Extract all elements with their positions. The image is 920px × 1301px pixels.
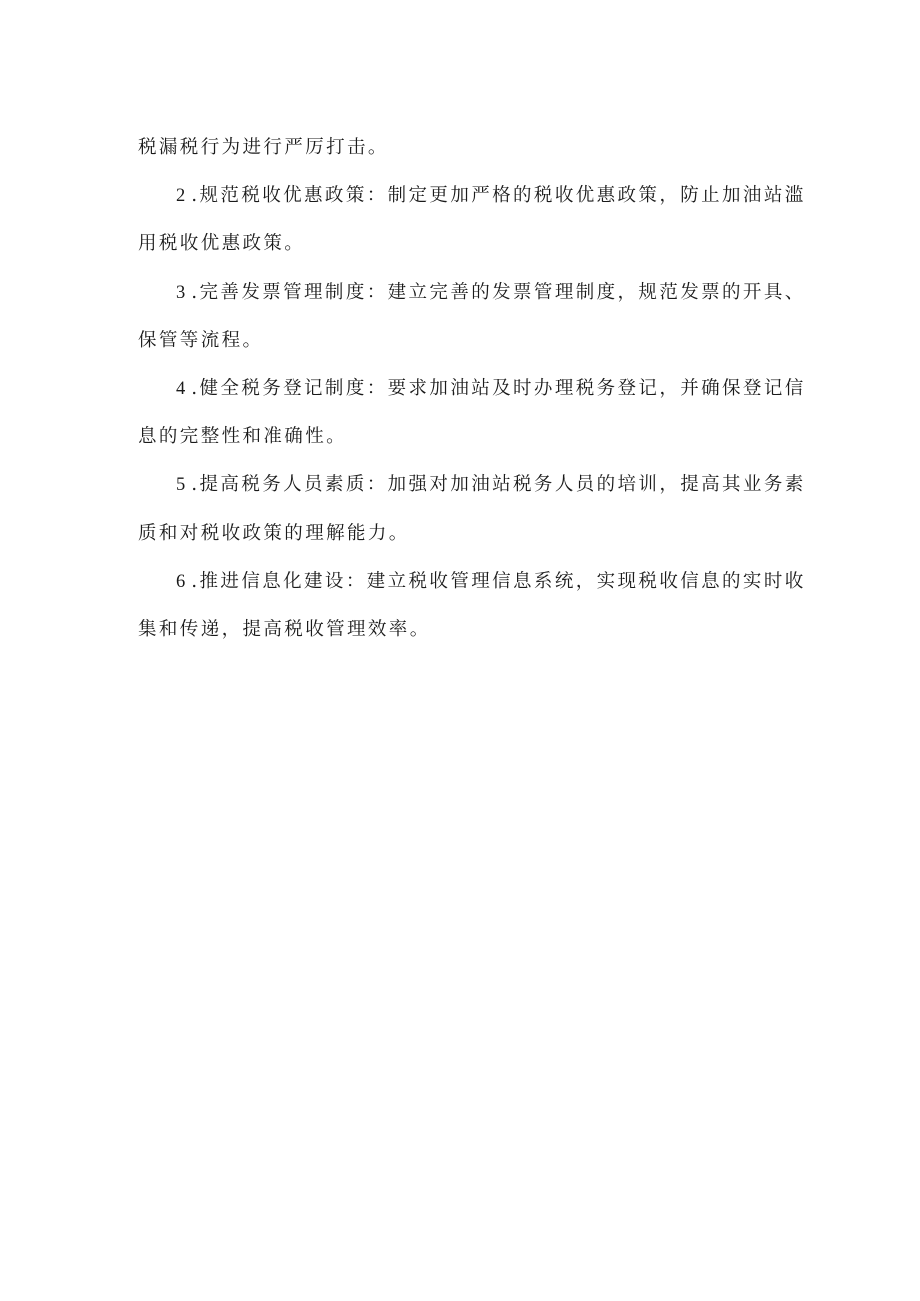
paragraph-2-text: .规范税收优惠政策：制定更加严格的税收优惠政策，防止加油站滥: [191, 185, 806, 207]
paragraph-2-line-2: 用税收优惠政策。: [138, 233, 306, 255]
paragraph-4-line-2: 息的完整性和准确性。: [138, 426, 348, 448]
paragraph-3-number: 3: [176, 282, 186, 303]
document-body: [138, 124, 806, 654]
paragraph-6-line-1: [138, 558, 806, 606]
paragraph-2-number: 2: [176, 186, 186, 207]
paragraph-5-line-1: [138, 461, 806, 509]
paragraph-4-text: .健全税务登记制度：要求加油站及时办理税务登记，并确保登记信: [191, 377, 806, 399]
paragraph-3-line-1: [138, 269, 806, 317]
paragraph-5-text: .提高税务人员素质：加强对加油站税务人员的培训，提高其业务素: [191, 474, 806, 496]
paragraph-6-text: .推进信息化建设：建立税收管理信息系统，实现税收信息的实时收: [191, 570, 806, 592]
paragraph-4-line-1: [138, 365, 806, 413]
paragraph-5-line-2: 质和对税收政策的理解能力。: [138, 522, 410, 544]
paragraph-5-number: 5: [176, 475, 186, 496]
paragraph-4-number: 4: [176, 378, 186, 399]
paragraph-3-text: .完善发票管理制度：建立完善的发票管理制度，规范发票的开具、: [191, 281, 806, 303]
paragraph-6-number: 6: [176, 571, 186, 592]
paragraph-3-line-2: 保管等流程。: [138, 329, 264, 351]
paragraph-2-line-1: [138, 172, 806, 220]
paragraph-1-line-1: 税漏税行为进行严厉打击。: [138, 137, 389, 158]
paragraph-6-line-2: 集和传递，提高税收管理效率。: [138, 618, 431, 640]
